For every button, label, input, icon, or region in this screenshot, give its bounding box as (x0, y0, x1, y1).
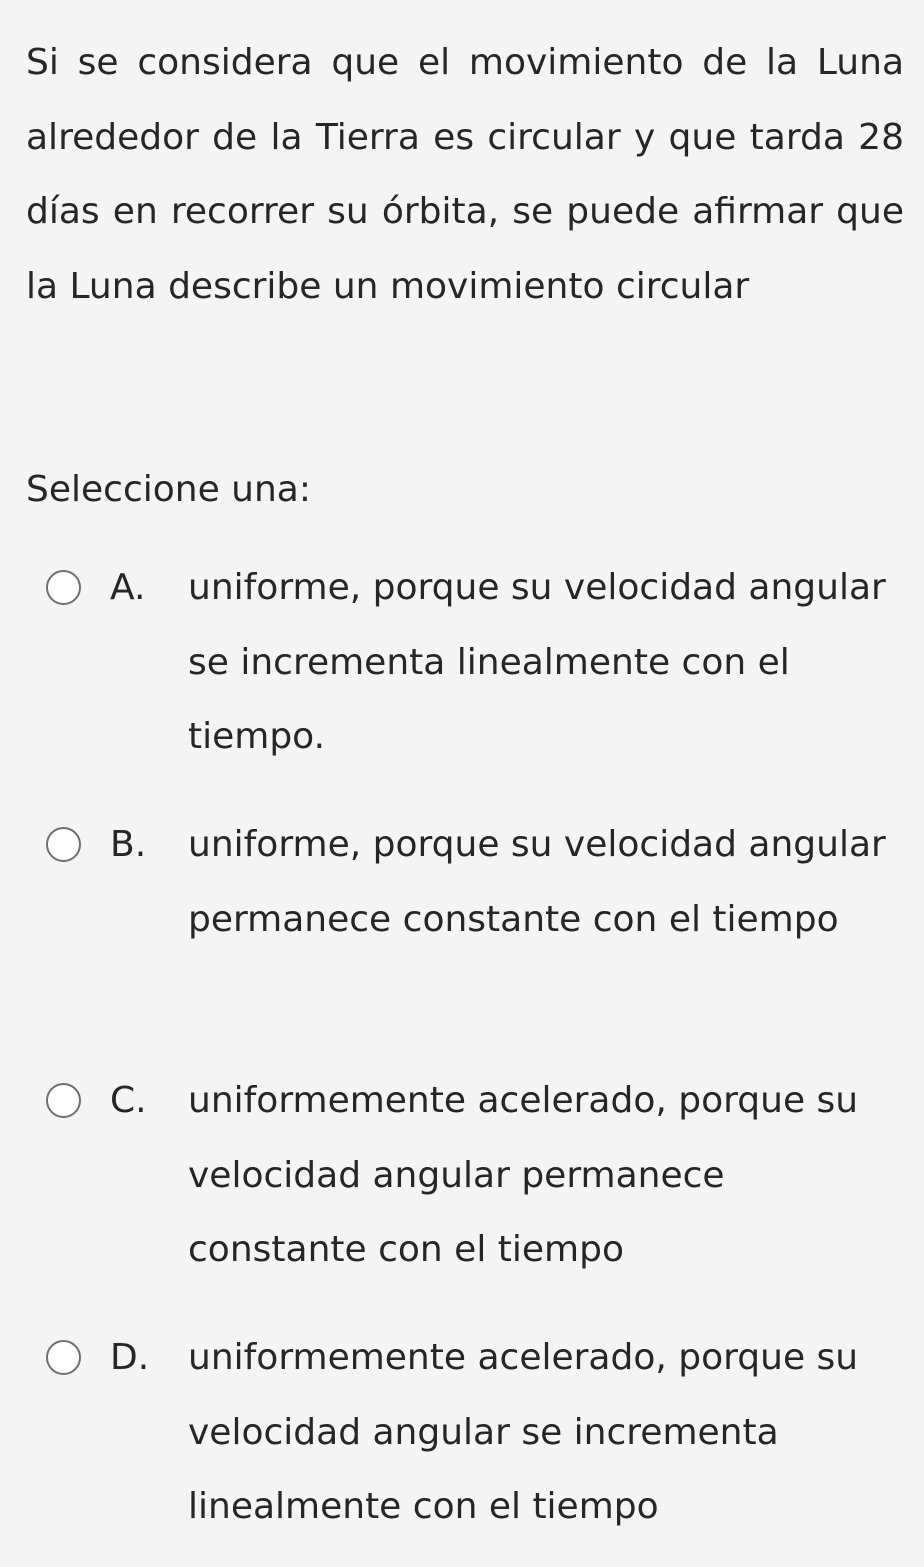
radio-button-a[interactable] (46, 570, 81, 605)
question-text: Si se considera que el movimiento de la Luna alrededor de la Tierra es circular y que tarda 28 días en recorrer su órbita, se puede afirmar que la Luna describe un movimiento circular (26, 42, 904, 307)
option-b-text[interactable]: uniforme, porque su velocidad angular permanece constante con el tiempo (188, 824, 886, 940)
radio-button-c[interactable] (46, 1083, 81, 1118)
select-one-prompt: Seleccione una: (26, 469, 311, 510)
option-d-text[interactable]: uniformemente acelerado, porque su velocidad angular se incrementa linealmente con el tiempo (188, 1337, 859, 1527)
option-b-letter: B. (110, 824, 147, 865)
radio-button-b[interactable] (46, 827, 81, 862)
option-a-text[interactable]: uniforme, porque su velocidad angular se incrementa linealmente con el tiempo. (188, 567, 886, 757)
option-a-letter: A. (110, 567, 146, 608)
option-d-letter: D. (110, 1337, 150, 1378)
radio-button-d[interactable] (46, 1340, 81, 1375)
option-c-text[interactable]: uniformemente acelerado, porque su velocidad angular permanece constante con el tiempo (188, 1080, 859, 1270)
option-c-letter: C. (110, 1080, 147, 1121)
